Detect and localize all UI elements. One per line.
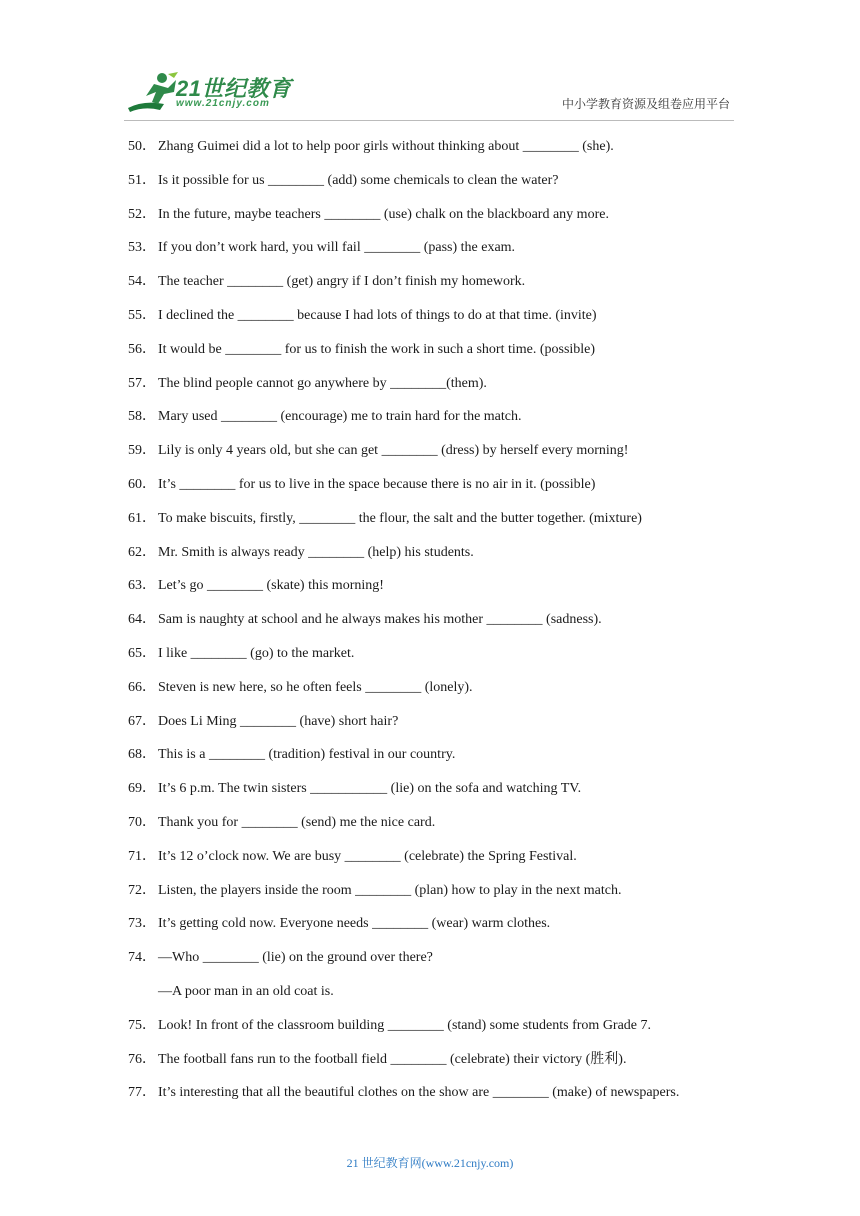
question-number: 76． (128, 1051, 156, 1067)
question-text: Thank you for ________ (send) me the nice card. (158, 814, 436, 830)
question-number: 52． (128, 206, 156, 222)
question-number: 67． (128, 713, 156, 729)
page-footer: 21 世纪教育网(www.21cnjy.com) (346, 1156, 514, 1170)
exercise-line (128, 846, 748, 880)
question-text: The blind people cannot go anywhere by ________(them). (158, 375, 487, 391)
question-text: It’s getting cold now. Everyone needs ________ (wear) warm clothes. (158, 916, 551, 932)
question-text: Let’s go ________ (skate) this morning! (158, 578, 384, 594)
question-number: 57． (128, 375, 156, 391)
exercise-line (128, 744, 748, 778)
question-text: Zhang Guimei did a lot to help poor girls without thinking about ________ (she). (158, 139, 614, 154)
question-text: —A poor man in an old coat is. (158, 983, 334, 999)
exercise-line (128, 981, 748, 1015)
question-number: 61． (128, 510, 156, 526)
question-number: 64． (128, 612, 156, 628)
question-number: 66． (128, 679, 156, 695)
question-text: Lily is only 4 years old, but she can get ________ (dress) by herself every morning! (158, 443, 629, 459)
question-number: 56． (128, 341, 156, 357)
header-platform-text: 中小学教育资源及组卷应用平台 (561, 97, 730, 111)
exercise-line (128, 1049, 748, 1083)
exercise-line (128, 339, 748, 373)
question-number: 53． (128, 240, 156, 256)
exercise-line (128, 305, 748, 339)
question-number: 69． (128, 781, 156, 797)
question-text: It’s 6 p.m. The twin sisters ___________ (lie) on the sofa and watching TV. (158, 781, 582, 797)
question-number: 68． (128, 747, 156, 763)
question-number: 72． (128, 882, 156, 898)
question-number: 60． (128, 476, 156, 492)
question-text: It would be ________ for us to finish the work in such a short time. (possible) (158, 341, 596, 357)
question-number: 63． (128, 578, 156, 594)
exercise-line (128, 136, 748, 170)
exercise-line (128, 913, 748, 947)
exercise-line (128, 373, 748, 407)
question-text: It’s 12 o’clock now. We are busy ________ (celebrate) the Spring Festival. (158, 848, 577, 864)
exercise-line (128, 778, 748, 812)
question-number: 65． (128, 645, 156, 661)
exercise-line (128, 440, 748, 474)
exercise-line (128, 609, 748, 643)
question-text: Is it possible for us ________ (add) some chemicals to clean the water? (158, 172, 559, 188)
question-text: To make biscuits, firstly, ________ the flour, the salt and the butter together. (mixture) (158, 510, 642, 526)
question-text: —Who ________ (lie) on the ground over there? (158, 950, 433, 966)
question-text: The football fans run to the football field ________ (celebrate) their victory (胜利). (158, 1051, 627, 1067)
question-number: 73． (128, 916, 156, 932)
question-number: 54． (128, 274, 156, 290)
question-text: This is a ________ (tradition) festival in our country. (158, 747, 456, 763)
question-number: 74． (128, 950, 156, 966)
exercise-line (128, 643, 748, 677)
question-text: Listen, the players inside the room ________ (plan) how to play in the next match. (158, 882, 622, 898)
exercise-list (128, 136, 748, 1116)
question-text: Does Li Ming ________ (have) short hair? (158, 713, 399, 729)
exercise-line (128, 508, 748, 542)
question-number: 51． (128, 172, 156, 188)
exercise-line (128, 406, 748, 440)
question-text: It’s ________ for us to live in the space because there is no air in it. (possible) (158, 476, 596, 492)
question-number: 71． (128, 848, 156, 864)
question-text: It’s interesting that all the beautiful clothes on the show are ________ (make) of newspapers. (158, 1085, 680, 1101)
question-text: In the future, maybe teachers ________ (use) chalk on the blackboard any more. (158, 206, 609, 222)
question-number: 75． (128, 1017, 156, 1033)
header-divider (124, 120, 734, 121)
exercise-line (128, 880, 748, 914)
question-number: 59． (128, 443, 156, 459)
exercise-line (128, 474, 748, 508)
question-number: 77． (128, 1085, 156, 1101)
exercise-line (128, 542, 748, 576)
question-number: 55． (128, 307, 156, 323)
question-number: 70． (128, 814, 156, 830)
question-text: The teacher ________ (get) angry if I don’t finish my homework. (158, 274, 526, 290)
exercise-line (128, 1082, 748, 1116)
question-text: Sam is naughty at school and he always makes his mother ________ (sadness). (158, 612, 602, 628)
exercise-line (128, 947, 748, 981)
question-text: Steven is new here, so he often feels ________ (lonely). (158, 679, 473, 695)
question-text: I like ________ (go) to the market. (158, 645, 355, 661)
question-number: 58． (128, 409, 156, 425)
exercise-line (128, 170, 748, 204)
logo-url: www.21cnjy.com (176, 98, 270, 109)
exercise-line (128, 237, 748, 271)
question-text: If you don’t work hard, you will fail ________ (pass) the exam. (158, 240, 516, 256)
exercise-line (128, 271, 748, 305)
logo-text: 21世纪教育 (176, 76, 292, 101)
exercise-line (128, 677, 748, 711)
exercise-line (128, 575, 748, 609)
exercise-line (128, 711, 748, 745)
exercise-line (128, 204, 748, 238)
question-number: 62． (128, 544, 156, 560)
question-number: 50． (128, 139, 156, 154)
question-text: Mary used ________ (encourage) me to train hard for the match. (158, 409, 522, 425)
question-text: Look! In front of the classroom building ________ (stand) some students from Grade 7. (158, 1017, 652, 1033)
exercise-line (128, 812, 748, 846)
question-text: I declined the ________ because I had lots of things to do at that time. (invite) (158, 307, 597, 323)
question-text: Mr. Smith is always ready ________ (help) his students. (158, 544, 474, 560)
page-header (0, 0, 860, 124)
exercise-line (128, 1015, 748, 1049)
